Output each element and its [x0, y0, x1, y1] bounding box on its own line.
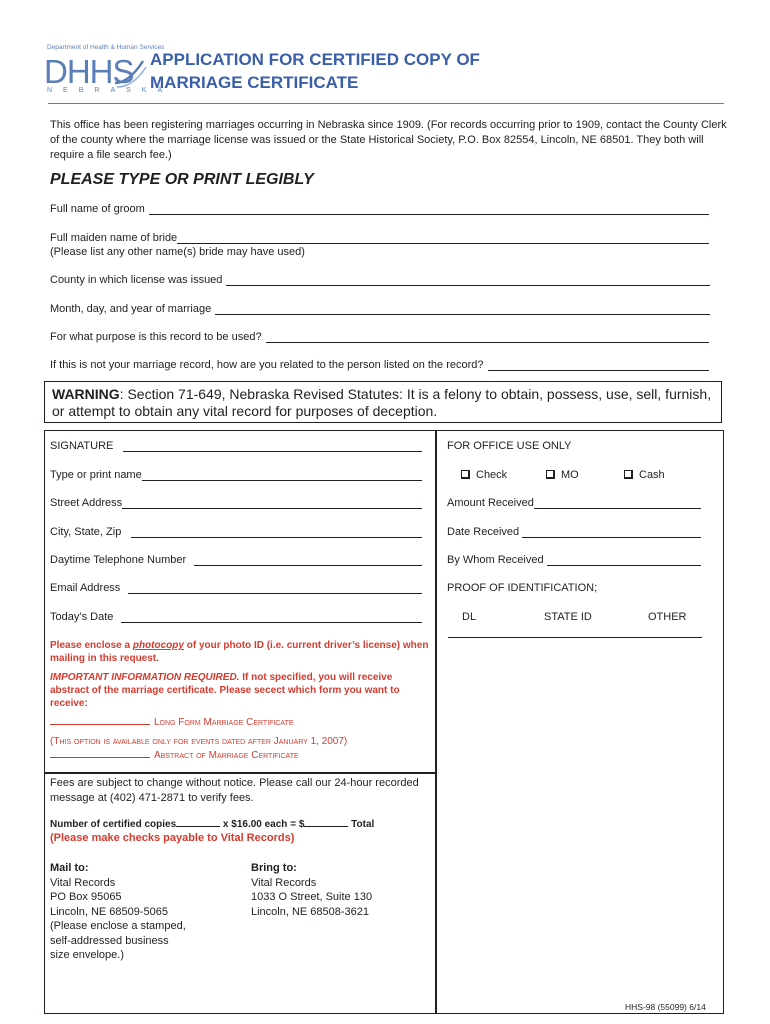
phone-label: Daytime Telephone Number	[50, 554, 187, 566]
email-field[interactable]	[50, 582, 422, 594]
mail-to-heading: Mail to:	[50, 862, 89, 874]
mo-option[interactable]	[546, 469, 579, 481]
email-label: Email Address	[50, 582, 121, 594]
office-use-box	[436, 430, 724, 1014]
title-line-1: APPLICATION FOR CERTIFIED COPY OF	[150, 50, 480, 69]
check-label: Check	[476, 469, 508, 481]
dl-label: DL	[462, 611, 477, 623]
today-date-label: Today’s Date	[50, 611, 114, 623]
total-blank[interactable]	[304, 826, 348, 827]
print-name-label: Type or print name	[50, 469, 142, 481]
long-form-label: Long Form Marriage Certificate	[154, 717, 294, 728]
marriage-date-line[interactable]	[215, 303, 710, 315]
date-received-label: Date Received	[447, 526, 520, 538]
important-text: If not specified, you will receive abstract of the marriage certificate. Please secect which form you want to receive:	[50, 672, 400, 709]
photo-id-note	[50, 639, 432, 665]
city-label: City, State, Zip	[50, 526, 122, 538]
bride-name-field[interactable]	[50, 232, 709, 244]
email-line[interactable]	[128, 582, 422, 594]
copies-total: Total	[348, 819, 375, 830]
abstract-option[interactable]	[50, 748, 299, 761]
signature-field[interactable]	[50, 440, 422, 452]
copies-label: Number of certified copies	[50, 819, 177, 830]
whom-received-field[interactable]	[447, 554, 701, 566]
other-label: OTHER	[648, 611, 687, 623]
title-line-2: MARRIAGE CERTIFICATE	[150, 73, 359, 92]
county-field[interactable]	[50, 274, 710, 286]
mail-line: size envelope.)	[50, 949, 124, 961]
bring-to-block	[251, 861, 372, 919]
whom-received-line[interactable]	[547, 554, 701, 566]
today-date-field[interactable]	[50, 611, 422, 623]
whom-received-label: By Whom Received	[447, 554, 544, 566]
print-name-field[interactable]	[50, 469, 422, 481]
page-title	[150, 48, 480, 94]
groom-name-field[interactable]	[50, 203, 709, 215]
state-id-label: STATE ID	[544, 611, 592, 623]
groom-name-line[interactable]	[149, 203, 709, 215]
proof-heading: PROOF OF IDENTIFICATION;	[447, 582, 598, 594]
photo-note-word: photocopy	[132, 640, 184, 651]
signature-line[interactable]	[123, 440, 422, 452]
today-date-line[interactable]	[121, 611, 422, 623]
bring-to-heading: Bring to:	[251, 862, 297, 874]
street-field[interactable]	[50, 497, 422, 509]
groom-name-label: Full name of groom	[50, 203, 145, 215]
long-form-note: (This option is available only for events dated after January 1, 2007)	[50, 736, 348, 747]
logo-dhhs: DHHS	[44, 53, 134, 90]
office-heading: FOR OFFICE USE ONLY	[447, 440, 572, 452]
mail-line: (Please enclose a stamped,	[50, 920, 186, 932]
bring-line: Vital Records	[251, 876, 317, 889]
mo-label: MO	[561, 469, 579, 481]
date-received-line[interactable]	[522, 526, 701, 538]
abstract-label: Abstract of Marriage Certificate	[154, 750, 299, 761]
purpose-label: For what purpose is this record to be used?	[50, 331, 262, 343]
relation-line[interactable]	[488, 359, 709, 371]
marriage-date-label: Month, day, and year of marriage	[50, 303, 212, 315]
copies-price: x $16.00 each = $	[220, 819, 305, 830]
print-name-line[interactable]	[142, 469, 422, 481]
important-note	[50, 671, 432, 710]
phone-line[interactable]	[194, 554, 422, 566]
mail-line: self-addressed business	[50, 934, 169, 947]
warning-label: WARNING	[52, 386, 120, 402]
mail-to-block	[50, 861, 186, 963]
checks-note: (Please make checks payable to Vital Records)	[50, 832, 295, 844]
copies-line	[50, 819, 374, 830]
fees-text: Fees are subject to change without notice. Please call our 24-hour recorded message at (402) 471-2871 to verify fees.	[50, 777, 419, 804]
logo-state: NEBRASKA	[47, 87, 174, 94]
cash-option[interactable]	[624, 469, 665, 481]
phone-field[interactable]	[50, 554, 422, 566]
city-field[interactable]	[50, 526, 422, 538]
copies-blank[interactable]	[176, 826, 220, 827]
street-line[interactable]	[122, 497, 422, 509]
warning-box	[44, 381, 722, 423]
check-checkbox[interactable]	[461, 470, 470, 479]
bride-name-note: (Please list any other name(s) bride may have used)	[50, 246, 305, 258]
logo-department: Department of Health & Human Services	[47, 44, 165, 51]
marriage-date-field[interactable]	[50, 303, 710, 315]
mail-line: Vital Records	[50, 876, 116, 889]
bring-line: Lincoln, NE 68508-3621	[251, 905, 370, 918]
mail-line: Lincoln, NE 68509-5065	[50, 905, 169, 918]
relation-label: If this is not your marriage record, how are you related to the person listed on the record?	[50, 359, 484, 371]
amount-label: Amount Received	[447, 497, 534, 509]
photo-note-pre: Please enclose a	[50, 640, 133, 651]
street-label: Street Address	[50, 497, 123, 509]
proof-line[interactable]	[448, 637, 702, 638]
date-received-field[interactable]	[447, 526, 701, 538]
county-label: County in which license was issued	[50, 274, 223, 286]
amount-field[interactable]	[447, 497, 701, 509]
photo-note-post: of your photo ID (i.e. current driver’s license) when mailing in this request.	[50, 640, 429, 664]
header-divider	[48, 103, 724, 104]
mail-line: PO Box 95065	[50, 891, 122, 903]
city-line[interactable]	[131, 526, 422, 538]
intro-text: This office has been registering marriages occurring in Nebraska since 1909. (For records occurring prior to 1909, contact the County Clerk of the county where the marriage license was issued or the State Historical Society, P.O. Box 82554, Lincoln, NE 68501. They both will require a file search fee.)	[50, 119, 727, 161]
relation-field[interactable]	[50, 359, 709, 371]
abstract-blank[interactable]	[50, 748, 150, 758]
amount-line[interactable]	[534, 497, 701, 509]
check-option[interactable]	[461, 469, 507, 481]
signature-label: SIGNATURE	[50, 440, 114, 452]
cash-checkbox[interactable]	[624, 470, 633, 479]
bride-name-label: Full maiden name of bride	[50, 232, 178, 244]
bride-name-line[interactable]	[177, 232, 709, 244]
important-label: IMPORTANT INFORMATION REQUIRED.	[50, 672, 240, 683]
mo-checkbox[interactable]	[546, 470, 555, 479]
bring-line: 1033 O Street, Suite 130	[251, 891, 373, 903]
logo-swoosh-icon	[113, 57, 147, 89]
cash-label: Cash	[639, 469, 665, 481]
county-line[interactable]	[226, 274, 710, 286]
purpose-line[interactable]	[266, 331, 709, 343]
purpose-field[interactable]	[50, 331, 709, 343]
long-form-option[interactable]	[50, 715, 294, 728]
instruction-heading: PLEASE TYPE OR PRINT LEGIBLY	[50, 171, 314, 188]
long-form-blank[interactable]	[50, 715, 150, 725]
warning-text: : Section 71-649, Nebraska Revised Statutes: It is a felony to obtain, possess, use, sell, furnish, or attempt to obtain any vital record for purposes of deception.	[52, 386, 712, 419]
form-number: HHS-98 (55099) 6/14	[625, 1002, 706, 1012]
